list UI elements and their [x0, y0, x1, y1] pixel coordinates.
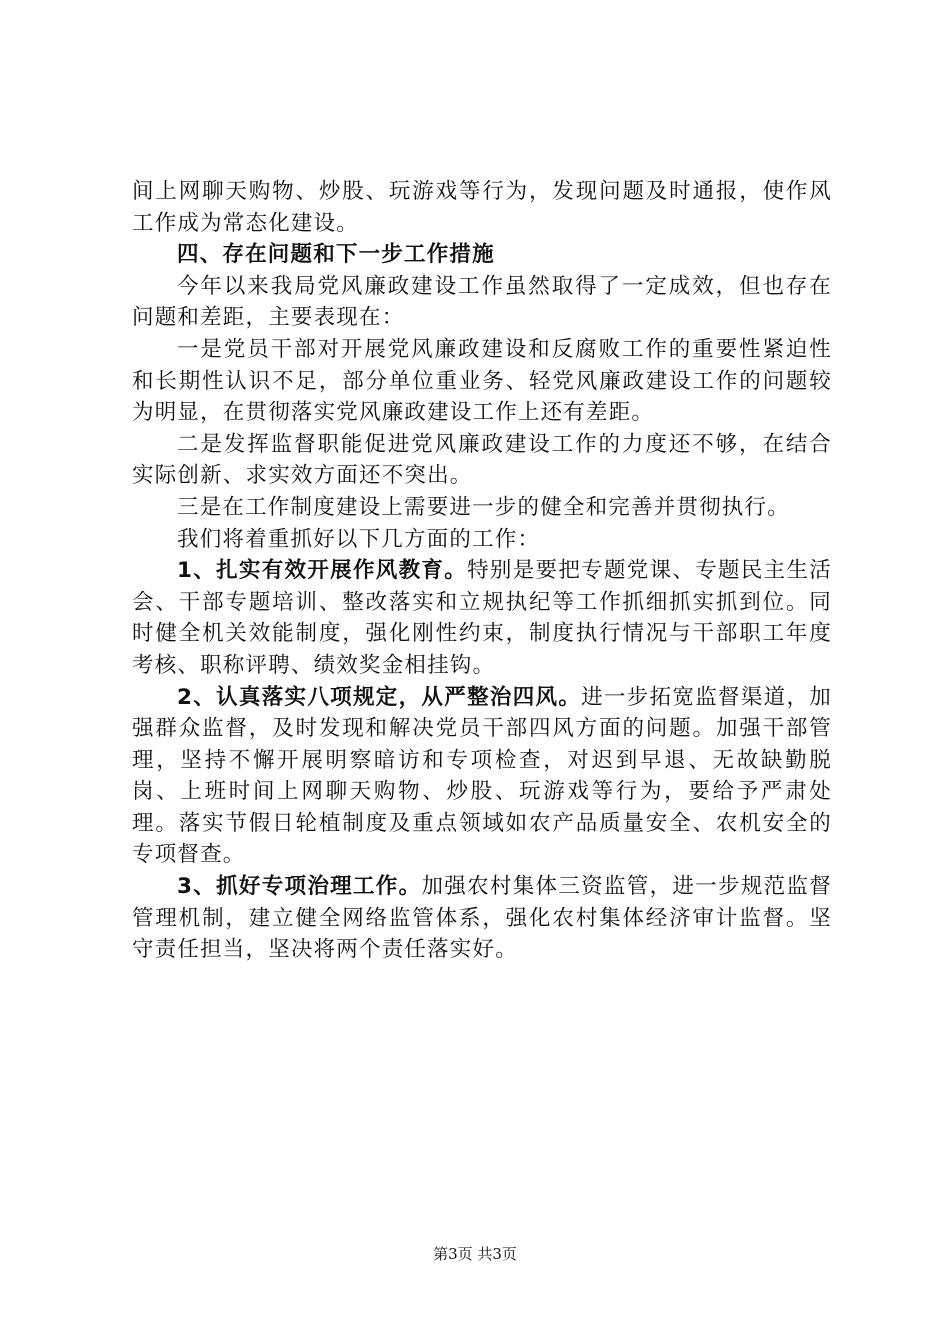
measure-lead-1: 1、扎实有效开展作风教育。 — [177, 558, 468, 584]
problem-paragraph-2: 二是发挥监督职能促进党风廉政建设工作的力度还不够，在结合实际创新、求实效方面还不突出。 — [132, 431, 832, 489]
problem-paragraph-3: 三是在工作制度建设上需要进一步的健全和完善并贯彻执行。 — [177, 494, 790, 520]
measure-body-3: 加强农村集体三资监管，进一步规范监督管理机制，建立健全网络监管体系，强化农村集体经济审计监督。坚守责任担当，坚决将两个责任落实好。 — [132, 874, 832, 963]
continuation-paragraph: 间上网聊天购物、炒股、玩游戏等行为，发现问题及时通报，使作风工作成为常态化建设。 — [132, 179, 832, 236]
problem-paragraph-1: 一是党员干部对开展党风廉政建设和反腐败工作的重要性紧迫性和长期性认识不足，部分单位重业务、轻党风廉政建设工作的问题较为明显，在贯彻落实党风廉政建设工作上还有差距。 — [132, 336, 832, 426]
measures-intro-paragraph: 我们将着重抓好以下几方面的工作： — [177, 526, 541, 552]
measure-paragraph-3 — [132, 871, 832, 966]
measure-lead-2: 2、认真落实八项规定，从严整治四风。 — [177, 684, 582, 710]
section-heading: 四、存在问题和下一步工作措施 — [177, 242, 495, 268]
intro-paragraph: 今年以来我局党风廉政建设工作虽然取得了一定成效，但也存在问题和差距，主要表现在： — [132, 273, 832, 331]
measure-body-1: 特别是要把专题党课、专题民主生活会、干部专题培训、整改落实和立规执纪等工作抓细抓实抓到位。同时健全机关效能制度，强化刚性约束，制度执行情况与干部职工年度考核、职称评聘、绩效奖金相挂钩。 — [132, 558, 833, 678]
measure-body-2: 进一步拓宽监督渠道，加强群众监督，及时发现和解决党员干部四风方面的问题。加强干部管理，坚持不懈开展明察暗访和专项检查，对迟到早退、无故缺勤脱岗、上班时间上网聊天购物、炒股、玩游戏等行为，要给予严肃处理。落实节假日轮植制度及重点领域如农产品质量安全、农机安全的专项督查。 — [132, 684, 832, 868]
page-number-footer: 第3页 共3页 — [433, 1245, 517, 1263]
measure-lead-3: 3、抓好专项治理工作。 — [177, 874, 422, 900]
document-body — [132, 176, 832, 966]
measure-paragraph-2 — [132, 682, 832, 872]
measure-paragraph-1 — [132, 555, 832, 681]
